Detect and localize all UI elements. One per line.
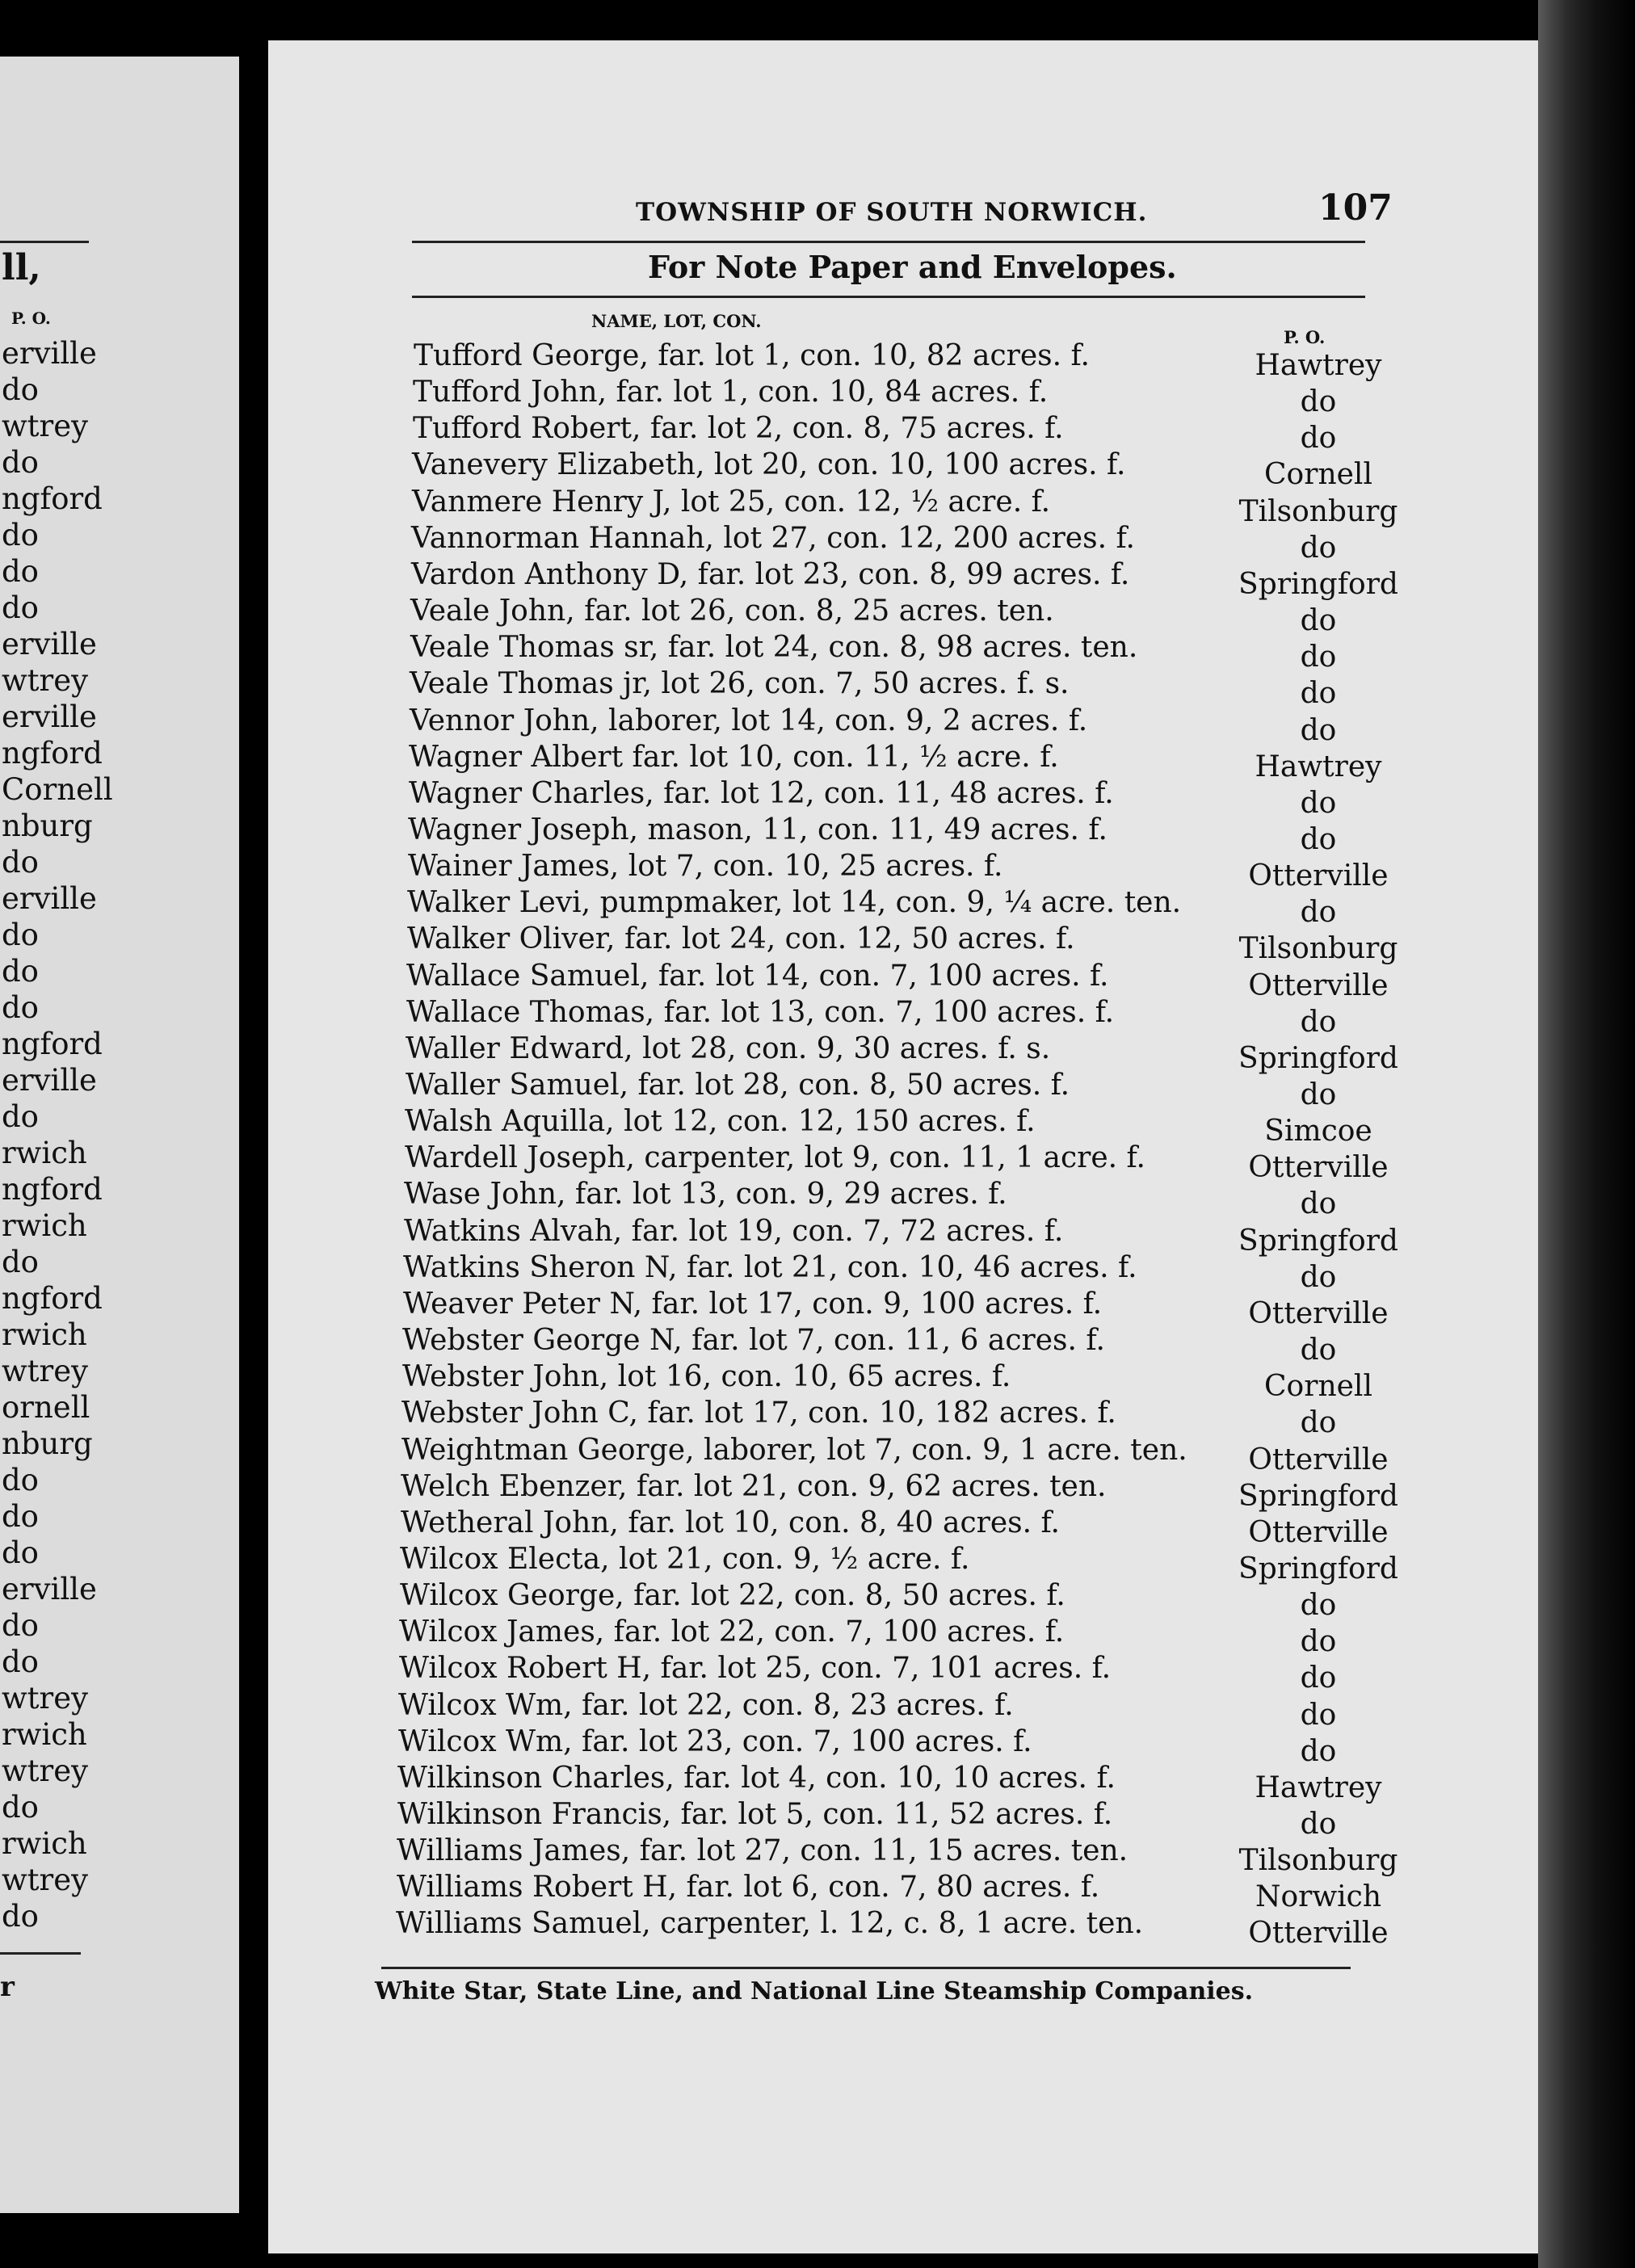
left-po-item: ngford	[2, 1172, 103, 1207]
directory-page	[268, 40, 1538, 2253]
entry-post-office: Otterville	[1248, 968, 1389, 1002]
page-edge-shadow	[1538, 0, 1635, 2268]
entry-post-office: do	[1300, 1734, 1337, 1768]
left-po-item: nburg	[2, 1426, 93, 1461]
entry-post-office: Springford	[1238, 1224, 1398, 1258]
left-po-item: do	[2, 590, 39, 625]
entry-name-lot-con: Weaver Peter N, far. lot 17, con. 9, 100 acres. f.	[403, 1287, 1103, 1321]
directory-entry	[410, 666, 1538, 711]
left-po-item: Cornell	[2, 772, 113, 807]
advert-banner-bottom: White Star, State Line, and National Line Steamship Companies.	[375, 1977, 1254, 2006]
entry-name-lot-con: Watkins Sheron N, far. lot 21, con. 10, 46 acres. f.	[403, 1250, 1137, 1284]
left-po-item: do	[2, 1245, 39, 1279]
footer-rule	[381, 1967, 1351, 1969]
directory-entry	[408, 848, 1538, 893]
left-po-item: wtrey	[2, 1863, 89, 1897]
left-po-item: do	[2, 445, 39, 480]
entry-post-office: Otterville	[1248, 859, 1389, 893]
entry-name-lot-con: Veale Thomas sr, far. lot 24, con. 8, 98 acres. ten.	[410, 631, 1138, 665]
left-po-item: do	[2, 372, 39, 407]
directory-entry	[406, 1031, 1538, 1075]
directory-entry	[407, 884, 1538, 930]
directory-entry	[413, 410, 1538, 456]
entry-name-lot-con: Veale Thomas jr, lot 26, con. 7, 50 acres. f. s.	[410, 667, 1070, 701]
entry-post-office: do	[1300, 422, 1337, 456]
left-po-item: do	[2, 954, 39, 989]
entry-post-office: Norwich	[1255, 1880, 1382, 1914]
left-po-item: rwich	[2, 1717, 87, 1752]
directory-entry	[397, 1833, 1538, 1878]
left-page-rule	[0, 241, 89, 243]
entry-name-lot-con: Webster John, lot 16, con. 10, 65 acres. f.	[402, 1360, 1011, 1394]
entry-name-lot-con: Wagner Albert far. lot 10, con. 11, ½ acre. f.	[409, 740, 1059, 774]
entry-post-office: do	[1300, 786, 1337, 820]
directory-entry	[401, 1505, 1538, 1549]
entry-post-office: do	[1300, 896, 1337, 930]
entry-post-office: Springford	[1238, 567, 1398, 601]
entry-name-lot-con: Webster John C, far. lot 17, con. 10, 182 acres. f.	[401, 1396, 1116, 1430]
directory-entry	[414, 338, 1538, 382]
left-po-item: do	[2, 918, 39, 952]
left-po-item: erville	[2, 336, 97, 371]
entry-name-lot-con: Wallace Samuel, far. lot 14, con. 7, 100 acres. f.	[406, 959, 1109, 993]
entry-post-office: Hawtrey	[1255, 349, 1382, 382]
left-page-rule	[0, 1952, 81, 1955]
directory-entry	[397, 1760, 1538, 1804]
advert-banner-top: For Note Paper and Envelopes.	[648, 249, 1177, 285]
directory-entry	[397, 1869, 1538, 1914]
entry-post-office: Springford	[1238, 1041, 1398, 1075]
entry-post-office: do	[1300, 822, 1337, 856]
entry-name-lot-con: Wallace Thomas, far. lot 13, con. 7, 100 acres. f.	[406, 995, 1115, 1029]
directory-entry	[405, 1103, 1538, 1149]
entry-post-office: Springford	[1238, 1552, 1398, 1586]
entry-post-office: do	[1300, 677, 1337, 711]
directory-entry	[404, 1176, 1538, 1221]
entry-name-lot-con: Vannorman Hannah, lot 27, con. 12, 200 acres. f.	[411, 521, 1135, 555]
entry-name-lot-con: Vardon Anthony D, far. lot 23, con. 8, 99 acres. f.	[411, 557, 1130, 591]
left-po-item: ngford	[2, 1281, 103, 1316]
left-po-item: wtrey	[2, 1754, 89, 1788]
entry-post-office: do	[1300, 531, 1337, 565]
entry-post-office: Otterville	[1248, 1151, 1389, 1185]
entry-post-office: do	[1300, 1589, 1337, 1623]
left-po-item: wtrey	[2, 1354, 89, 1388]
directory-entry	[400, 1577, 1538, 1623]
left-po-item: rwich	[2, 1208, 87, 1243]
directory-entry	[405, 1140, 1538, 1185]
entry-name-lot-con: Williams James, far. lot 27, con. 11, 15 acres. ten.	[397, 1834, 1129, 1868]
left-po-item: ornell	[2, 1390, 90, 1425]
entry-name-lot-con: Wase John, far. lot 13, con. 9, 29 acres. f.	[404, 1178, 1007, 1212]
entry-post-office: Otterville	[1248, 1515, 1389, 1549]
left-po-item: do	[2, 1899, 39, 1934]
book-gutter	[239, 0, 268, 2268]
facing-page-fragment	[0, 57, 239, 2213]
entry-post-office: do	[1300, 1334, 1337, 1367]
left-po-item: rwich	[2, 1317, 87, 1352]
left-po-item: do	[2, 1790, 39, 1825]
entry-name-lot-con: Wilcox Robert H, far. lot 25, con. 7, 101 acres. f.	[399, 1652, 1112, 1686]
left-po-item: do	[2, 1608, 39, 1643]
entry-post-office: Tilsonburg	[1238, 932, 1398, 966]
entry-name-lot-con: Wainer James, lot 7, con. 10, 25 acres. f.	[408, 850, 1003, 884]
entry-name-lot-con: Wilcox Wm, far. lot 22, con. 8, 23 acres. f.	[398, 1688, 1014, 1722]
column-header-name: NAME, LOT, CON.	[591, 311, 762, 331]
directory-entry	[407, 921, 1538, 966]
entry-post-office: do	[1300, 640, 1337, 674]
entry-post-office: do	[1300, 1406, 1337, 1440]
left-po-item: rwich	[2, 1826, 87, 1861]
left-po-item: nburg	[2, 808, 93, 843]
directory-entry	[411, 556, 1538, 601]
directory-entry	[412, 447, 1538, 492]
left-po-item: do	[2, 1499, 39, 1534]
left-po-item: do	[2, 554, 39, 589]
directory-entry	[398, 1724, 1538, 1768]
directory-entries	[268, 40, 1538, 2253]
entry-name-lot-con: Watkins Alvah, far. lot 19, con. 7, 72 acres. f.	[404, 1214, 1064, 1248]
entry-post-office: Tilsonburg	[1238, 1844, 1398, 1878]
entry-post-office: do	[1300, 1187, 1337, 1221]
directory-entry	[409, 739, 1538, 783]
entry-name-lot-con: Walker Levi, pumpmaker, lot 14, con. 9, ¼ acre. ten.	[407, 886, 1182, 920]
entry-post-office: Springford	[1238, 1479, 1398, 1513]
entry-name-lot-con: Wagner Charles, far. lot 12, con. 11, 48 acres. f.	[409, 776, 1114, 810]
entry-name-lot-con: Williams Samuel, carpenter, l. 12, c. 8, 1 acre. ten.	[396, 1907, 1144, 1941]
column-header-po: P. O.	[1284, 327, 1326, 347]
left-po-item: wtrey	[2, 1681, 89, 1716]
left-po-item: do	[2, 845, 39, 880]
left-po-item: do	[2, 1099, 39, 1134]
entry-name-lot-con: Waller Samuel, far. lot 28, con. 8, 50 acres. f.	[406, 1069, 1070, 1102]
directory-entry	[409, 775, 1538, 820]
directory-entry	[400, 1541, 1538, 1586]
entry-post-office: do	[1300, 604, 1337, 638]
entry-post-office: do	[1300, 713, 1337, 747]
left-page-po-header: P. O.	[11, 309, 51, 328]
directory-entry	[410, 629, 1538, 674]
entry-post-office: do	[1300, 1005, 1337, 1039]
directory-entry	[406, 994, 1538, 1039]
entry-post-office: do	[1300, 1698, 1337, 1732]
directory-entry	[399, 1650, 1538, 1695]
left-po-item: do	[2, 990, 39, 1025]
left-po-item: do	[2, 1463, 39, 1497]
left-po-item: do	[2, 1535, 39, 1570]
directory-entry	[402, 1322, 1538, 1367]
entry-post-office: Tilsonburg	[1238, 494, 1398, 528]
directory-entry	[413, 374, 1538, 419]
directory-entry	[411, 520, 1538, 565]
left-page-footer: r	[0, 1971, 15, 2003]
entry-name-lot-con: Vanmere Henry J, lot 25, con. 12, ½ acre. f.	[412, 485, 1051, 519]
directory-entry	[404, 1213, 1538, 1258]
directory-entry	[401, 1395, 1538, 1440]
directory-entry	[408, 812, 1538, 856]
directory-entry	[403, 1286, 1538, 1330]
entry-post-office: Simcoe	[1264, 1115, 1372, 1149]
entry-name-lot-con: Vennor John, laborer, lot 14, con. 9, 2 acres. f.	[410, 704, 1088, 737]
entry-post-office: do	[1300, 385, 1337, 419]
left-po-item: do	[2, 1644, 39, 1679]
entry-post-office: Cornell	[1264, 1370, 1372, 1404]
entry-post-office: Otterville	[1248, 1296, 1389, 1330]
entry-name-lot-con: Veale John, far. lot 26, con. 8, 25 acres. ten.	[410, 594, 1054, 628]
page-number: 107	[1318, 187, 1393, 229]
entry-post-office: Cornell	[1264, 458, 1372, 492]
entry-name-lot-con: Tufford George, far. lot 1, con. 10, 82 acres. f.	[414, 339, 1090, 372]
left-po-item: do	[2, 518, 39, 552]
left-po-item: wtrey	[2, 663, 89, 698]
left-po-item: erville	[2, 627, 97, 662]
directory-entry	[399, 1614, 1538, 1659]
entry-name-lot-con: Wilcox Wm, far. lot 23, con. 7, 100 acres. f.	[398, 1724, 1032, 1758]
entry-name-lot-con: Wagner Joseph, mason, 11, con. 11, 49 acres. f.	[408, 813, 1108, 846]
entry-post-office: Hawtrey	[1255, 750, 1382, 783]
entry-name-lot-con: Wilcox George, far. lot 22, con. 8, 50 acres. f.	[400, 1579, 1065, 1613]
entry-name-lot-con: Vanevery Elizabeth, lot 20, con. 10, 100 acres. f.	[412, 448, 1126, 482]
directory-entry	[396, 1905, 1538, 1951]
entry-post-office: Hawtrey	[1255, 1770, 1382, 1804]
entry-name-lot-con: Wetheral John, far. lot 10, con. 8, 40 acres. f.	[401, 1506, 1060, 1539]
left-po-item: erville	[2, 699, 97, 734]
entry-post-office: do	[1300, 1078, 1337, 1111]
directory-entry	[403, 1250, 1538, 1294]
left-po-item: erville	[2, 881, 97, 916]
entry-name-lot-con: Williams Robert H, far. lot 6, con. 7, 80 acres. f.	[397, 1871, 1100, 1905]
entry-post-office: do	[1300, 1625, 1337, 1659]
left-page-po-list	[2, 335, 113, 1934]
directory-entry	[402, 1359, 1538, 1404]
entry-name-lot-con: Tufford Robert, far. lot 2, con. 8, 75 acres. f.	[413, 412, 1064, 446]
entry-name-lot-con: Wilkinson Francis, far. lot 5, con. 11, 52 acres. f.	[397, 1798, 1113, 1831]
left-po-item: erville	[2, 1063, 97, 1098]
entry-post-office: do	[1300, 1808, 1337, 1841]
left-po-item: ngford	[2, 1027, 103, 1061]
entry-name-lot-con: Webster George N, far. lot 7, con. 11, 6 acres. f.	[402, 1324, 1105, 1358]
entry-name-lot-con: Wilcox Electa, lot 21, con. 9, ½ acre. f.	[400, 1542, 970, 1576]
entry-name-lot-con: Wilcox James, far. lot 22, con. 7, 100 acres. f.	[399, 1615, 1065, 1649]
directory-entry	[401, 1432, 1538, 1476]
entry-name-lot-con: Tufford John, far. lot 1, con. 10, 84 acres. f.	[413, 376, 1049, 410]
entry-post-office: do	[1300, 1661, 1337, 1695]
directory-entry	[401, 1468, 1538, 1513]
entry-name-lot-con: Walker Oliver, far. lot 24, con. 12, 50 acres. f.	[407, 922, 1075, 956]
directory-entry	[398, 1687, 1538, 1732]
entry-post-office: Otterville	[1248, 1443, 1389, 1476]
entry-name-lot-con: Waller Edward, lot 28, con. 9, 30 acres. f. s.	[406, 1031, 1051, 1065]
directory-entry	[397, 1796, 1538, 1841]
left-po-item: ngford	[2, 736, 103, 771]
entry-name-lot-con: Welch Ebenzer, far. lot 21, con. 9, 62 acres. ten.	[401, 1469, 1107, 1503]
directory-entry	[412, 484, 1538, 528]
directory-entry	[406, 1067, 1538, 1111]
entry-name-lot-con: Wardell Joseph, carpenter, lot 9, con. 11, 1 acre. f.	[405, 1141, 1145, 1175]
left-po-item: wtrey	[2, 409, 89, 443]
left-po-item: rwich	[2, 1136, 87, 1170]
directory-entry	[410, 703, 1538, 747]
running-head: TOWNSHIP OF SOUTH NORWICH.	[636, 198, 1148, 227]
left-po-item: ngford	[2, 481, 103, 516]
directory-entry	[410, 593, 1538, 638]
left-po-item: erville	[2, 1572, 97, 1606]
entry-name-lot-con: Weightman George, laborer, lot 7, con. 9, 1 acre. ten.	[401, 1433, 1187, 1467]
entry-name-lot-con: Walsh Aquilla, lot 12, con. 12, 150 acres. f.	[405, 1105, 1036, 1139]
left-page-heading: ll,	[2, 247, 41, 288]
entry-post-office: Otterville	[1248, 1917, 1389, 1951]
entry-post-office: do	[1300, 1260, 1337, 1294]
directory-entry	[406, 958, 1538, 1002]
entry-name-lot-con: Wilkinson Charles, far. lot 4, con. 10, 10 acres. f.	[397, 1761, 1116, 1795]
